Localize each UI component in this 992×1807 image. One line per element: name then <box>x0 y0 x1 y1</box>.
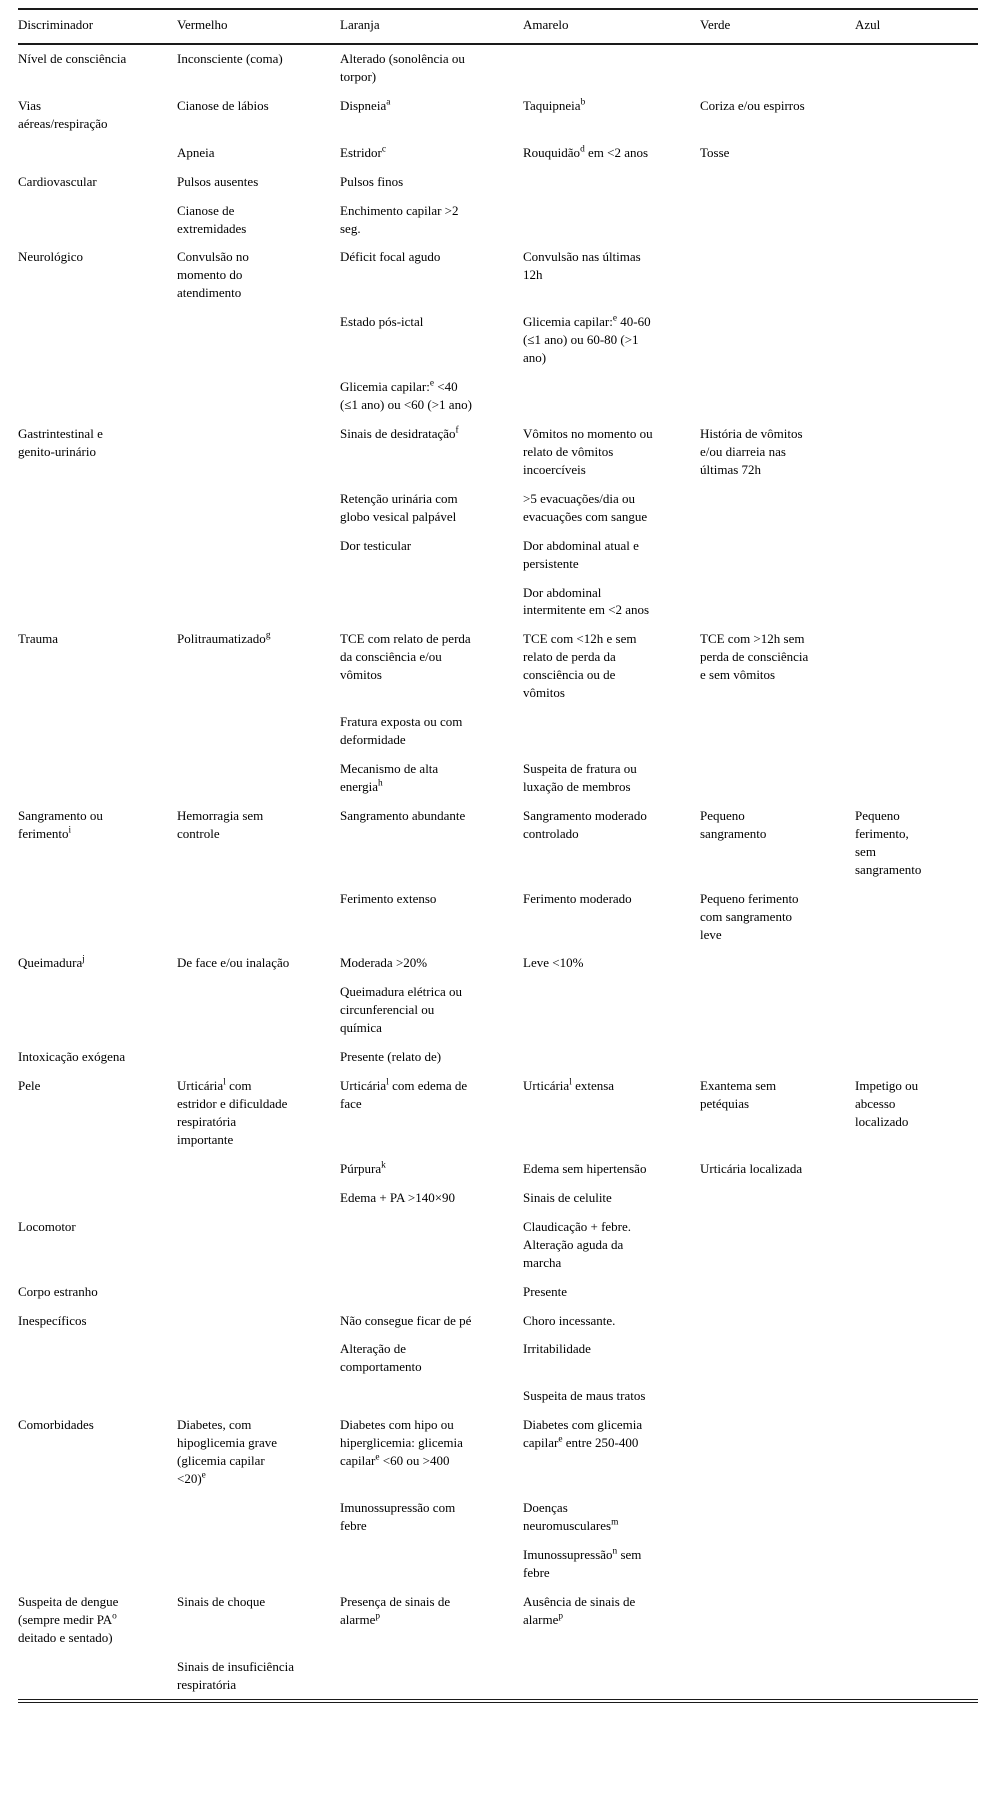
criteria-cell: Vômitos no momento ou relato de vômitos incoercíveis <box>523 425 653 477</box>
criteria-cell: Convulsão nas últimas 12h <box>523 249 641 283</box>
table-row <box>18 1494 978 1541</box>
criteria-cell <box>855 1043 978 1072</box>
table-row <box>18 168 978 197</box>
footnote-marker: g <box>265 631 271 642</box>
table-row <box>18 579 978 626</box>
criteria-cell <box>177 485 340 532</box>
criteria-cell: Sinais de insuficiência respiratória <box>177 1658 294 1692</box>
table-row <box>18 625 978 708</box>
criteria-cell <box>177 1335 340 1382</box>
criteria-cell <box>700 1278 855 1307</box>
table-row <box>18 1411 978 1494</box>
criteria-cell <box>855 308 978 373</box>
criteria-cell <box>855 168 978 197</box>
table-row <box>18 1307 978 1336</box>
criteria-cell <box>177 1155 340 1184</box>
discriminator-cell <box>18 755 177 802</box>
criteria-cell <box>855 532 978 579</box>
table-row <box>18 139 978 168</box>
criteria-cell: Sinais de choque <box>177 1593 266 1609</box>
footnote-marker: f <box>455 425 459 436</box>
discriminator-cell: Pele <box>18 1078 41 1094</box>
discriminator-cell <box>18 485 177 532</box>
criteria-cell: Não consegue ficar de pé <box>340 1312 472 1328</box>
criteria-cell <box>855 1155 978 1184</box>
table-row <box>18 1588 978 1653</box>
criteria-cell: Púrpura$^k$ <box>340 1160 386 1176</box>
criteria-cell: Dispneia$^a$ <box>340 97 391 113</box>
criteria-cell: Sangramento abundante <box>340 807 466 823</box>
criteria-cell <box>855 1307 978 1336</box>
footnote-marker: i <box>68 825 72 836</box>
criteria-cell <box>700 1213 855 1278</box>
criteria-cell <box>340 1213 523 1278</box>
criteria-cell <box>855 625 978 708</box>
criteria-cell: Pequeno ferimento com sangramento leve <box>700 890 799 942</box>
footnote-marker: k <box>381 1160 386 1171</box>
criteria-cell <box>855 885 978 950</box>
criteria-cell <box>855 1588 978 1653</box>
discriminator-cell: Gastrintestinal e genito-urinário <box>18 425 103 459</box>
criteria-cell <box>855 1184 978 1213</box>
criteria-cell <box>700 579 855 626</box>
criteria-cell <box>855 92 978 139</box>
criteria-cell: Dor abdominal intermitente em <2 anos <box>523 584 650 618</box>
criteria-cell <box>523 168 700 197</box>
table-row <box>18 708 978 755</box>
criteria-cell: Presença de sinais de alarme$^p$ <box>340 1593 451 1627</box>
discriminator-cell: Corpo estranho <box>18 1283 98 1299</box>
criteria-cell: Glicemia capilar:$^e$ 40-60 (≤1 ano) ou 60-80 (>1 ano) <box>523 313 651 366</box>
footnote-marker: a <box>386 97 391 108</box>
criteria-cell: Presente <box>523 1283 568 1299</box>
table-row <box>18 308 978 373</box>
col-header-verde: Verde <box>700 9 855 44</box>
criteria-cell <box>700 1541 855 1588</box>
footnote-marker: h <box>378 778 383 789</box>
discriminator-cell <box>18 139 177 168</box>
criteria-cell <box>177 1213 340 1278</box>
criteria-cell <box>700 373 855 420</box>
criteria-cell <box>177 1541 340 1588</box>
criteria-cell: Cianose de lábios <box>177 97 269 113</box>
criteria-cell: Suspeita de maus tratos <box>523 1388 646 1404</box>
criteria-cell <box>177 1184 340 1213</box>
criteria-cell: TCE com relato de perda da consciência e/ou vômitos <box>340 631 471 683</box>
header-row <box>18 9 978 44</box>
criteria-cell: Urticária$^l$ com edema de face <box>340 1077 468 1112</box>
table-row <box>18 92 978 139</box>
table-row <box>18 949 978 978</box>
criteria-cell: Fratura exposta ou com deformidade <box>340 714 463 748</box>
criteria-cell <box>855 1335 978 1382</box>
footnote-marker: e <box>375 1452 380 1463</box>
table-row <box>18 243 978 308</box>
criteria-cell: Suspeita de fratura ou luxação de membros <box>523 761 637 794</box>
criteria-cell: TCE com <12h e sem relato de perda da consciência ou de vômitos <box>523 631 637 701</box>
criteria-cell <box>177 1494 340 1541</box>
criteria-cell <box>340 579 523 626</box>
criteria-cell <box>855 978 978 1043</box>
footnote-marker: n <box>612 1546 618 1557</box>
criteria-cell: Imunossupressão com febre <box>340 1500 456 1533</box>
footnote-marker: l <box>569 1077 572 1088</box>
discriminator-cell <box>18 1653 177 1702</box>
discriminator-cell <box>18 1155 177 1184</box>
footnote-marker: e <box>612 313 618 324</box>
criteria-cell: Estado pós-ictal <box>340 314 424 330</box>
criteria-cell: Enchimento capilar >2 seg. <box>340 202 459 236</box>
criteria-cell <box>855 949 978 978</box>
criteria-cell <box>523 1653 700 1702</box>
criteria-cell <box>855 197 978 244</box>
criteria-cell <box>700 308 855 373</box>
footnote-marker: p <box>558 1611 564 1622</box>
criteria-cell: Urticária$^l$ com estridor e dificuldade respiratória importante <box>177 1077 288 1147</box>
table-row <box>18 1335 978 1382</box>
criteria-cell <box>700 532 855 579</box>
criteria-cell <box>855 44 978 92</box>
criteria-cell: Rouquidão$^d$ em <2 anos <box>523 144 649 160</box>
discriminator-cell: Inespecíficos <box>18 1312 87 1328</box>
criteria-cell: Ferimento extenso <box>340 890 437 906</box>
table-row <box>18 978 978 1043</box>
criteria-cell <box>177 308 340 373</box>
criteria-cell <box>855 1213 978 1278</box>
discriminator-cell <box>18 1184 177 1213</box>
discriminator-cell: Nível de consciência <box>18 50 127 66</box>
discriminator-cell <box>18 885 177 950</box>
discriminator-cell <box>18 1335 177 1382</box>
criteria-cell <box>177 1382 340 1411</box>
criteria-cell <box>340 1382 523 1411</box>
discriminator-cell: Cardiovascular <box>18 173 97 189</box>
criteria-cell: Sinais de celulite <box>523 1189 612 1205</box>
criteria-cell: TCE com >12h sem perda de consciência e sem vômitos <box>700 631 809 683</box>
criteria-cell <box>523 44 700 92</box>
discriminator-cell: Sangramento ou ferimento$^i$ <box>18 807 103 841</box>
discriminator-cell: Suspeita de dengue (sempre medir $PA^o$ deitado e sentado) <box>18 1593 119 1645</box>
col-header-vermelho: Vermelho <box>177 9 340 44</box>
criteria-cell <box>700 1335 855 1382</box>
table-row <box>18 1278 978 1307</box>
discriminator-cell <box>18 978 177 1043</box>
discriminator-cell <box>18 197 177 244</box>
table-row <box>18 1184 978 1213</box>
criteria-cell: Edema + PA >140×90 <box>340 1189 456 1205</box>
table-row <box>18 885 978 950</box>
footnote-marker: b <box>580 97 586 108</box>
criteria-cell <box>700 44 855 92</box>
table-row <box>18 532 978 579</box>
criteria-cell: Pequeno ferimento, sem sangramento <box>855 807 922 877</box>
criteria-cell: Ferimento moderado <box>523 890 632 906</box>
criteria-cell <box>855 1494 978 1541</box>
discriminator-cell <box>18 579 177 626</box>
criteria-cell: Politraumatizado$^g$ <box>177 631 271 647</box>
criteria-cell <box>700 1494 855 1541</box>
discriminator-cell <box>18 1382 177 1411</box>
col-header-azul: Azul <box>855 9 978 44</box>
criteria-cell: Alteração de comportamento <box>340 1341 422 1375</box>
table-body <box>18 44 978 1702</box>
criteria-cell <box>855 579 978 626</box>
table-header <box>18 9 978 44</box>
criteria-cell <box>855 420 978 485</box>
criteria-cell: Dor testicular <box>340 537 412 553</box>
discriminator-cell <box>18 373 177 420</box>
criteria-cell: Diabetes com glicemia capilar$^e$ entre 250-400 <box>523 1417 643 1451</box>
criteria-cell <box>855 1278 978 1307</box>
criteria-cell: Impetigo ou abcesso localizado <box>855 1078 919 1129</box>
table-row <box>18 1043 978 1072</box>
discriminator-cell: Locomotor <box>18 1218 76 1234</box>
criteria-cell: Pequeno sangramento <box>700 807 767 841</box>
triage-table <box>18 8 978 1703</box>
col-header-laranja: Laranja <box>340 9 523 44</box>
criteria-cell <box>177 532 340 579</box>
criteria-cell: Imunossupressão$^n$ sem febre <box>523 1546 642 1580</box>
discriminator-cell <box>18 532 177 579</box>
criteria-cell: Déficit focal agudo <box>340 249 441 265</box>
criteria-cell <box>700 1043 855 1072</box>
criteria-cell: Exantema sem petéquias <box>700 1078 777 1112</box>
criteria-cell <box>700 1588 855 1653</box>
criteria-cell <box>177 1307 340 1336</box>
table-row <box>18 197 978 244</box>
criteria-cell: Claudicação + febre. Alteração aguda da marcha <box>523 1218 632 1270</box>
criteria-cell <box>855 1653 978 1702</box>
table-row <box>18 420 978 485</box>
criteria-cell: Mecanismo de alta energia$^h$ <box>340 761 439 794</box>
criteria-cell: Choro incessante. <box>523 1312 616 1328</box>
criteria-cell <box>340 1541 523 1588</box>
criteria-cell <box>855 755 978 802</box>
criteria-cell: Coriza e/ou espirros <box>700 97 805 113</box>
discriminator-cell <box>18 1541 177 1588</box>
criteria-cell: De face e/ou inalação <box>177 955 290 971</box>
criteria-cell <box>177 373 340 420</box>
criteria-cell: Sinais de desidratação$^f$ <box>340 425 459 441</box>
criteria-cell: Estridor$^c$ <box>340 144 387 160</box>
discriminator-cell: Comorbidades <box>18 1417 94 1433</box>
table-row <box>18 1155 978 1184</box>
table-row <box>18 1541 978 1588</box>
discriminator-cell: Vias aéreas/respiração <box>18 97 108 131</box>
footnote-marker: e <box>201 1470 206 1481</box>
footnote-marker: d <box>580 144 585 155</box>
criteria-cell: Taquipneia$^b$ <box>523 97 586 113</box>
table-row <box>18 802 978 885</box>
discriminator-cell <box>18 308 177 373</box>
criteria-cell <box>700 1411 855 1494</box>
criteria-cell: Inconsciente (coma) <box>177 50 283 66</box>
criteria-cell <box>177 708 340 755</box>
criteria-cell <box>700 708 855 755</box>
criteria-cell <box>700 755 855 802</box>
criteria-cell <box>700 1307 855 1336</box>
criteria-cell: Edema sem hipertensão <box>523 1160 647 1176</box>
table-row <box>18 485 978 532</box>
criteria-cell: Retenção urinária com globo vesical palpável <box>340 490 458 524</box>
discriminator-cell: Trauma <box>18 631 58 647</box>
criteria-cell: Dor abdominal atual e persistente <box>523 537 639 571</box>
criteria-cell <box>523 978 700 1043</box>
col-header-discriminador: Discriminador <box>18 9 177 44</box>
footnote-marker: m <box>611 1517 619 1528</box>
table-row <box>18 755 978 802</box>
criteria-cell <box>855 1411 978 1494</box>
criteria-cell <box>177 579 340 626</box>
criteria-cell: Hemorragia sem controle <box>177 807 264 841</box>
criteria-cell: Convulsão no momento do atendimento <box>177 249 249 301</box>
table-row <box>18 1653 978 1702</box>
criteria-cell <box>700 243 855 308</box>
criteria-cell <box>523 1043 700 1072</box>
criteria-cell <box>523 373 700 420</box>
footnote-marker: j <box>82 955 85 966</box>
criteria-cell <box>855 1541 978 1588</box>
criteria-cell <box>177 755 340 802</box>
criteria-cell <box>855 708 978 755</box>
table-row <box>18 1213 978 1278</box>
criteria-cell: Leve <10% <box>523 955 584 971</box>
criteria-cell <box>700 197 855 244</box>
criteria-cell: Ausência de sinais de alarme$^p$ <box>523 1593 636 1627</box>
criteria-cell <box>700 168 855 197</box>
criteria-cell <box>700 978 855 1043</box>
criteria-cell <box>340 1653 523 1702</box>
criteria-cell <box>177 885 340 950</box>
table-row <box>18 1072 978 1155</box>
footnote-marker: l <box>223 1077 226 1088</box>
criteria-cell: Irritabilidade <box>523 1341 591 1357</box>
criteria-cell: Moderada >20% <box>340 955 428 971</box>
criteria-cell <box>700 949 855 978</box>
criteria-cell <box>700 1382 855 1411</box>
criteria-cell <box>523 708 700 755</box>
criteria-cell: Urticária$^l$ extensa <box>523 1077 615 1094</box>
discriminator-cell: Neurológico <box>18 249 83 265</box>
discriminator-cell: Queimadura$^j$ <box>18 955 85 971</box>
footnote-marker: c <box>381 144 387 155</box>
criteria-cell <box>177 1043 340 1072</box>
criteria-cell: História de vômitos e/ou diarreia nas últimas 72h <box>700 425 803 477</box>
criteria-cell: Doenças neuromusculares$^m$ <box>523 1500 619 1533</box>
criteria-cell: >5 evacuações/dia ou evacuações com sangue <box>523 490 648 524</box>
criteria-cell: Cianose de extremidades <box>177 202 247 236</box>
discriminator-cell <box>18 1494 177 1541</box>
criteria-cell: Sangramento moderado controlado <box>523 807 647 841</box>
discriminator-cell: Intoxicação exógena <box>18 1049 126 1065</box>
criteria-cell <box>855 1382 978 1411</box>
criteria-cell <box>177 1278 340 1307</box>
criteria-cell: Tosse <box>700 144 730 160</box>
criteria-cell <box>855 139 978 168</box>
footnote-marker: l <box>386 1077 389 1088</box>
footnote-marker: o <box>112 1611 117 1622</box>
criteria-cell <box>177 978 340 1043</box>
criteria-cell: Alterado (sonolência ou torpor) <box>340 50 465 84</box>
table-row <box>18 1382 978 1411</box>
col-header-amarelo: Amarelo <box>523 9 700 44</box>
footnote-marker: p <box>375 1611 381 1622</box>
criteria-cell <box>855 373 978 420</box>
footnote-marker: e <box>429 378 435 389</box>
criteria-cell: Pulsos finos <box>340 173 404 189</box>
discriminator-cell <box>18 708 177 755</box>
criteria-cell <box>177 420 340 485</box>
criteria-cell: Pulsos ausentes <box>177 173 259 189</box>
criteria-cell: Diabetes, com hipoglicemia grave (glicemia capilar <20)$^e$ <box>177 1417 277 1487</box>
criteria-cell: Presente (relato de) <box>340 1049 442 1065</box>
criteria-cell: Glicemia capilar:$^e$ <40 (≤1 ano) ou <60 (>1 ano) <box>340 378 472 412</box>
footnote-marker: e <box>558 1434 563 1445</box>
criteria-cell <box>855 485 978 532</box>
criteria-cell <box>855 243 978 308</box>
criteria-cell <box>700 1653 855 1702</box>
criteria-cell <box>700 1184 855 1213</box>
criteria-cell <box>700 485 855 532</box>
criteria-cell: Urticária localizada <box>700 1160 803 1176</box>
criteria-cell <box>340 1278 523 1307</box>
criteria-cell <box>523 197 700 244</box>
table-row <box>18 44 978 92</box>
criteria-cell: Queimadura elétrica ou circunferencial ou química <box>340 984 462 1036</box>
table-row <box>18 373 978 420</box>
criteria-cell: Diabetes com hipo ou hiperglicemia: glicemia capilar$^e$ <60 ou >400 <box>340 1417 463 1469</box>
criteria-cell: Apneia <box>177 144 215 160</box>
